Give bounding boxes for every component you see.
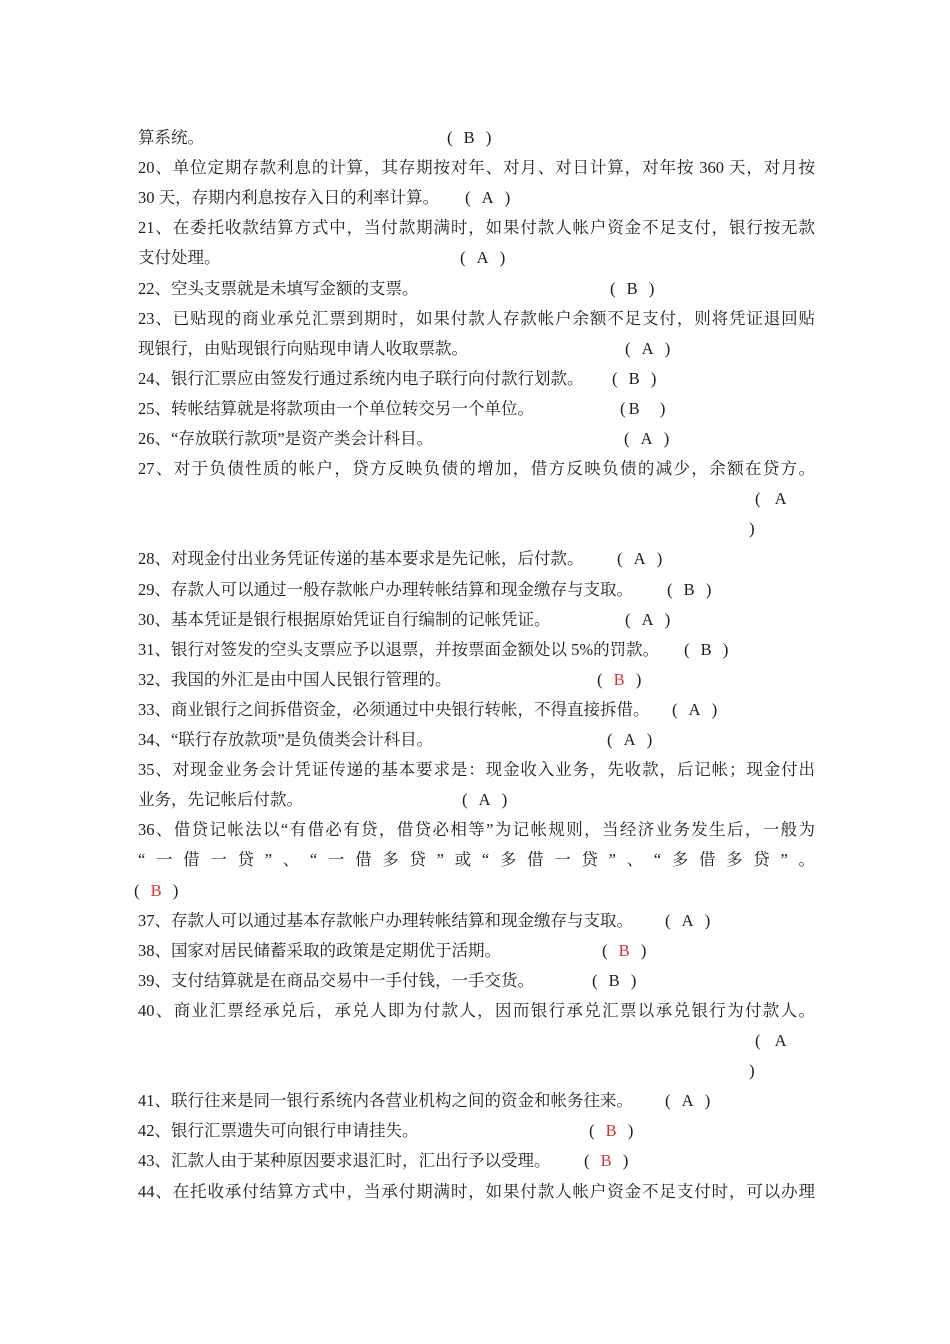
answer-open-paren: ( [462,790,468,809]
answer-letter: A [774,489,787,508]
answer-open-paren: ( [465,188,471,207]
answer-mark [618,394,667,424]
answer-mark [623,334,672,364]
answer-close-paren: ) [664,610,671,629]
line-text: 30、基本凭证是银行根据原始凭证自行编制的记帐凭证。 [138,610,551,629]
answer-letter: A [641,610,654,629]
line-text: 35、对现金业务会计凭证传递的基本要求是：现金收入业务，先收款，后记帐；现金付出 [138,760,815,779]
answer-close-paren: ) [711,700,718,719]
question-line [138,936,815,966]
answer-mark [595,665,643,695]
answer-close-paren: ) [648,279,655,298]
question-line [138,1086,815,1116]
question-line [138,635,815,665]
line-text: 业务，先记帐后付款。 [138,790,303,809]
answer-close-paren: ) [172,881,179,900]
question-line [138,906,815,936]
answer-line [134,876,815,906]
question-line [138,695,815,725]
answer-open-paren: ( [665,911,671,930]
answer-open-paren: ( [667,580,673,599]
answer-open-paren: ( [755,1031,761,1050]
line-text: 31、银行对签发的空头支票应予以退票，并按票面金额处以 5%的罚款。 [138,640,660,659]
line-text: 现银行，由贴现银行向贴现申请人收取票款。 [138,339,468,358]
answer-open-paren: ( [584,1151,590,1170]
line-text: 25、转帐结算就是将款项由一个单位转交另一个单位。 [138,399,534,418]
answer-open-paren: ( [447,128,453,147]
answer-line [138,484,815,514]
question-line [138,153,815,183]
answer-open-paren: ( [625,610,631,629]
answer-letter: A [641,339,654,358]
answer-close-paren: ) [627,1121,634,1140]
line-text: 30 天，存期内利息按存入日的利率计算。 [138,188,440,207]
answer-letter: B [626,279,638,298]
answer-letter: A [478,790,491,809]
answer-mark [615,544,664,574]
answer-close-paren: ) [749,1061,755,1080]
line-text: 29、存款人可以通过一般存款帐户办理转帐结算和现金缴存与支取。 [138,580,633,599]
answer-mark [582,1146,630,1176]
answer-open-paren: ( [597,670,603,689]
answer-mark [587,1116,635,1146]
line-text: 39、支付结算就是在商品交易中一手付钱，一手交货。 [138,971,534,990]
answer-mark [665,575,713,605]
line-text: 33、商业银行之间拆借资金，必须通过中央银行转帐，不得直接拆借。 [138,700,650,719]
answer-open-paren: ( [755,489,761,508]
answer-letter: A [476,248,489,267]
answer-mark [132,876,180,906]
question-line [138,815,815,845]
question-line [138,394,815,424]
line-text: 43、汇款人由于某种原因要求退汇时，汇出行予以受理。 [138,1151,551,1170]
line-text: 28、对现金付出业务凭证传递的基本要求是先记帐，后付款。 [138,549,584,568]
answer-close-paren: ) [630,971,637,990]
answer-mark [753,1026,787,1056]
answer-mark [622,424,671,454]
answer-open-paren: ( [460,248,466,267]
answer-open-paren: ( [684,640,690,659]
answer-line [138,514,815,544]
answer-letter: A [640,429,653,448]
question-line [138,274,815,304]
answer-mark [605,725,654,755]
question-line [138,1146,815,1176]
question-line [138,845,815,875]
answer-open-paren: ( [617,549,623,568]
answer-close-paren: ) [501,790,508,809]
question-line [138,544,815,574]
answer-letter: A [623,730,636,749]
answer-open-paren: ( [624,429,630,448]
answer-mark [623,605,672,635]
line-text: 32、我国的外汇是由中国人民银行管理的。 [138,670,452,689]
line-text: 34、“联行存放款项”是负债类会计科目。 [138,730,434,749]
answer-line [138,1026,815,1056]
answer-letter: A [681,911,694,930]
answer-mark [460,785,509,815]
answer-open-paren: ( [134,881,140,900]
answer-open-paren: ( [602,941,608,960]
answer-mark [590,966,638,996]
answer-letter: B [600,1151,612,1170]
answer-open-paren: ( [665,1091,671,1110]
line-text: 24、银行汇票应由签发行通过系统内电子联行向付款行划款。 [138,369,584,388]
line-text: 27、对于负债性质的帐户，贷方反映负债的增加，借方反映负债的减少，余额在贷方。 [138,459,815,478]
line-text: 22、空头支票就是未填写金额的支票。 [138,279,419,298]
answer-mark [458,243,507,273]
answer-close-paren: ) [722,640,729,659]
answer-letter: A [688,700,701,719]
answer-close-paren: ) [622,1151,629,1170]
question-line [138,725,815,755]
line-text: 26、“存放联行款项”是资产类会计科目。 [138,429,434,448]
line-text: 算系统。 [138,128,204,147]
question-line [138,996,815,1026]
answer-close-paren: ) [749,519,755,538]
answer-letter: B [613,670,625,689]
answer-letter: B [618,941,630,960]
question-line [138,966,815,996]
question-line [138,183,815,213]
answer-close-paren: ) [646,730,653,749]
answer-open-paren: ( [612,369,618,388]
question-line [138,454,815,484]
answer-mark [747,514,757,544]
line-text: 21、在委托收款结算方式中，当付款期满时，如果付款人帐户资金不足支付，银行按无款 [138,218,815,237]
answer-close-paren: ) [704,1091,711,1110]
question-line [138,605,815,635]
question-line [138,213,815,243]
answer-mark [753,484,787,514]
question-line [138,1116,815,1146]
line-text: 支付处理。 [138,248,221,267]
question-line [138,243,815,273]
question-line [138,364,815,394]
question-line [138,665,815,695]
answer-close-paren: ) [499,248,506,267]
answer-open-paren: ( [610,279,616,298]
line-text: 23、已贴现的商业承兑汇票到期时，如果付款人存款帐户余额不足支付，则将凭证退回贴 [138,309,815,328]
question-line [138,785,815,815]
answer-open-paren: ( [607,730,613,749]
answer-mark [610,364,658,394]
answer-letter: A [481,188,494,207]
answer-close-paren: ) [659,399,666,418]
answer-close-paren: ) [650,369,657,388]
answer-open-paren: ( [625,339,631,358]
answer-letter: B [608,971,620,990]
answer-close-paren: ) [485,128,492,147]
line-text: 44、在托收承付结算方式中，当承付期满时，如果付款人帐户资金不足支付时，可以办理 [138,1182,815,1201]
answer-close-paren: ) [635,670,642,689]
question-line [138,334,815,364]
question-line [138,304,815,334]
answer-mark [747,1056,757,1086]
answer-letter: B [628,399,640,418]
answer-letter: B [700,640,712,659]
answer-open-paren: ( [672,700,678,719]
question-line [138,1177,815,1207]
answer-mark [670,695,719,725]
line-text: 20、单位定期存款利息的计算，其存期按对年、对月、对日计算，对年按 360 天，对月按 [138,158,815,177]
answer-letter: B [628,369,640,388]
answer-close-paren: ) [663,429,670,448]
answer-close-paren: ) [504,188,511,207]
answer-letter: B [150,881,162,900]
answer-open-paren: ( [620,399,626,418]
answer-letter: A [774,1031,787,1050]
question-line [138,424,815,454]
question-line [138,755,815,785]
question-line [138,123,815,153]
answer-mark [463,183,512,213]
answer-open-paren: ( [592,971,598,990]
line-text: 41、联行往来是同一银行系统内各营业机构之间的资金和帐务往来。 [138,1091,633,1110]
line-text: 40、商业汇票经承兑后，承兑人即为付款人，因而银行承兑汇票以承兑银行为付款人。 [138,1001,815,1020]
line-text: 42、银行汇票遗失可向银行申请挂失。 [138,1121,419,1140]
line-text: 38、国家对居民储蓄采取的政策是定期优于活期。 [138,941,501,960]
answer-mark [663,1086,712,1116]
answer-letter: B [605,1121,617,1140]
question-line [138,575,815,605]
answer-mark [600,936,648,966]
line-text: 37、存款人可以通过基本存款帐户办理转帐结算和现金缴存与支取。 [138,911,633,930]
answer-mark [682,635,730,665]
answer-close-paren: ) [640,941,647,960]
answer-close-paren: ) [704,911,711,930]
answer-close-paren: ) [664,339,671,358]
answer-close-paren: ) [705,580,712,599]
answer-letter: A [681,1091,694,1110]
answer-mark [445,123,493,153]
answer-letter: B [683,580,695,599]
answer-letter: A [633,549,646,568]
line-text: “一借一贷”、“一借多贷”或“多借一贷”、“多借多贷”。 [138,850,815,869]
line-text: 36、借贷记帐法以“有借必有贷，借贷必相等”为记帐规则，当经济业务发生后，一般为 [138,820,815,839]
answer-close-paren: ) [656,549,663,568]
answer-mark [608,274,656,304]
answer-line [138,1056,815,1086]
answer-open-paren: ( [589,1121,595,1140]
answer-letter: B [463,128,475,147]
answer-mark [663,906,712,936]
